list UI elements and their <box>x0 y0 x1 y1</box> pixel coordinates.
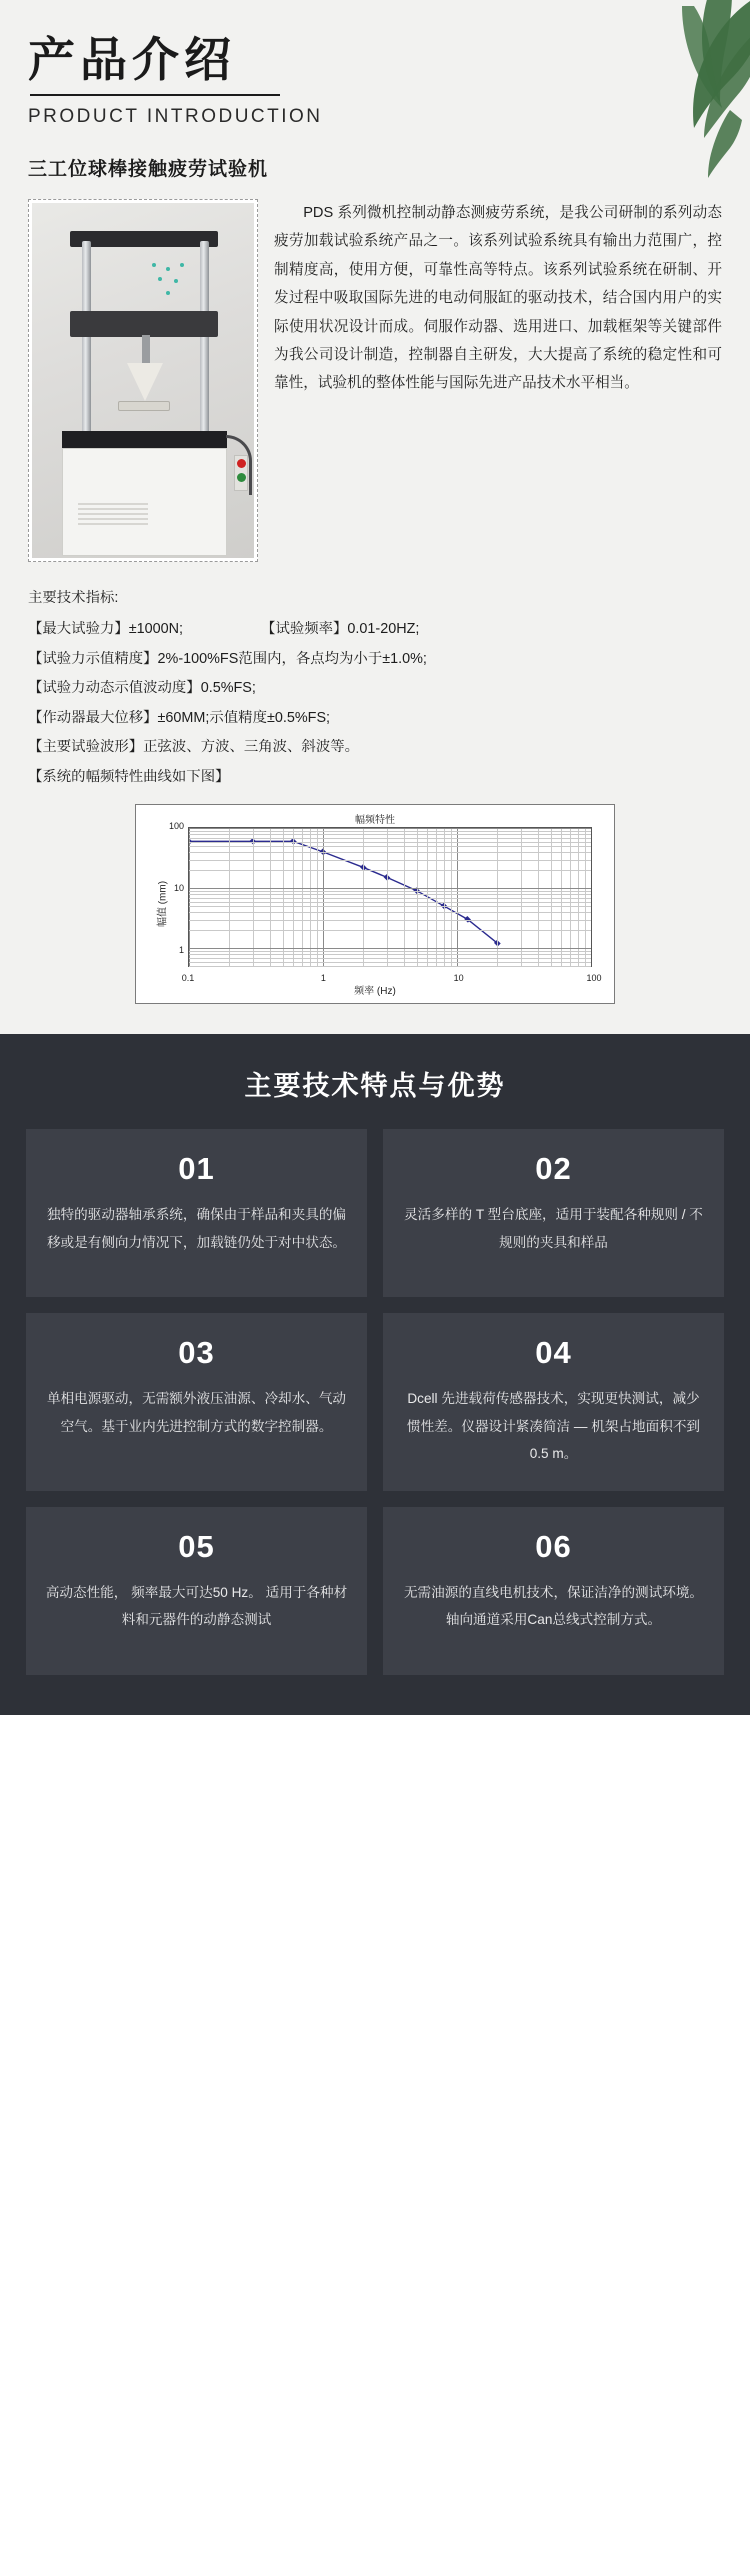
chart-gridline-h <box>189 930 591 931</box>
machine-cable <box>226 435 252 495</box>
chart-gridline-h <box>189 962 591 963</box>
chart-y-axis-label: 幅值 (mm) <box>157 881 169 928</box>
page-title: 产品介绍 <box>28 33 236 86</box>
feature-number: 04 <box>535 1335 572 1371</box>
chart-title: 幅频特性 <box>355 815 395 827</box>
features-section <box>0 1034 750 1715</box>
chart-x-axis-label: 频率 (Hz) <box>354 986 396 998</box>
page-title-english: PRODUCT INTRODUCTION <box>28 105 323 127</box>
spec-left: 【系统的幅频特性曲线如下图】 <box>28 768 230 785</box>
title-divider <box>30 94 280 96</box>
chart-gridline-h <box>189 902 591 903</box>
spec-left: 【作动器最大位移】±60MM;示值精度±0.5%FS; <box>28 709 331 726</box>
chart-gridline-h <box>189 954 591 955</box>
chart-gridline-h <box>189 948 591 949</box>
features-grid <box>26 1129 724 1675</box>
chart-gridline-h <box>189 951 591 952</box>
product-name: 三工位球棒接触疲劳试验机 <box>28 158 269 180</box>
feature-number: 03 <box>178 1335 215 1371</box>
chart-gridline-h <box>189 870 591 871</box>
spec-left: 【试验力动态示值波动度】0.5%FS; <box>28 680 256 697</box>
spec-row <box>28 763 722 793</box>
chart-gridline-h <box>189 898 591 899</box>
chart-gridline-h <box>189 894 591 895</box>
feature-number: 02 <box>535 1151 572 1187</box>
feature-text: 单相电源驱动，无需额外液压油源、冷却水、气动空气。基于业内先进控制方式的数字控制器。 <box>46 1391 347 1434</box>
chart-gridline-h <box>189 852 591 853</box>
feature-text: 无需油源的直线电机技术，保证洁净的测试环境。 轴向通道采用Can总线式控制方式。 <box>403 1584 704 1628</box>
feature-card <box>383 1313 724 1491</box>
chart-plot-area <box>188 827 592 967</box>
chart-gridline-h <box>189 834 591 835</box>
spec-row <box>28 615 722 645</box>
spec-left: 【试验力示值精度】2%-100%FS范围内，各点均为小于±1.0%; <box>28 650 427 667</box>
spec-row <box>28 674 722 704</box>
spec-row <box>28 645 722 675</box>
feature-number: 06 <box>535 1528 572 1564</box>
feature-number: 05 <box>178 1528 215 1564</box>
spec-row <box>28 704 722 734</box>
feature-card <box>383 1507 724 1675</box>
chart-x-tick-label: 10 <box>453 973 464 984</box>
feature-card <box>26 1313 367 1491</box>
machine-crossbar <box>70 311 218 337</box>
feature-card <box>26 1129 367 1297</box>
machine-specimen-fixture <box>127 363 163 401</box>
machine-cabinet <box>62 448 227 556</box>
product-photo <box>32 203 254 558</box>
feature-text: 灵活多样的 T 型台底座，适用于装配各种规则 / 不规则的夹具和样品 <box>404 1207 703 1250</box>
machine-vents <box>78 503 148 525</box>
chart-gridline-h <box>189 831 591 832</box>
features-heading: 主要技术特点与优势 <box>244 1071 506 1102</box>
chart-gridline-h <box>189 912 591 913</box>
chart-gridline-h <box>189 838 591 839</box>
chart-gridline-h <box>189 842 591 843</box>
chart-gridline-h <box>189 920 591 921</box>
chart-gridline-h <box>189 846 591 847</box>
spec-right: 【试验频率】0.01-20HZ; <box>261 621 420 638</box>
chart-gridline-h <box>189 906 591 907</box>
feature-card <box>383 1129 724 1297</box>
intro-section <box>0 0 750 1034</box>
feature-card <box>26 1507 367 1675</box>
chart-x-tick-label: 1 <box>320 973 326 984</box>
machine-top-beam <box>70 231 218 247</box>
spec-list <box>28 584 722 793</box>
chart-x-tick-label: 0.1 <box>181 973 195 984</box>
spec-heading: 主要技术指标: <box>28 589 119 606</box>
chart-gridline-h <box>189 888 591 889</box>
intro-paragraph: PDS 系列微机控制动静态测疲劳系统，是我公司研制的系列动态疲劳加载试验系统产品之一。该系列试验系统具有输出力范围广，控制精度高，使用方便，可靠性高等特点。该系列试验系统在研制、开发过程中吸取国际先进的电动伺服缸的驱动技术，结合国内用户的实际使用状况设计而成。伺服作动器、选用进口、加载框架等关键部件为我公司设计制造，控制器自主研发，大大提高了系统的稳定性和可靠性，试验机的整体性能与国际先进产品技术水平相当。 <box>274 204 722 392</box>
feature-text: Dcell 先进载荷传感器技术，实现更快测试，减少惯性差。仪器设计紧凑简洁 — 机架占地面积不到 0.5 m。 <box>406 1391 701 1461</box>
chart-y-tick-label: 10 <box>173 883 184 894</box>
chart-gridline-h <box>189 828 591 829</box>
feature-text: 独特的驱动器轴承系统，确保由于样品和夹具的偏移或是有侧向力情况下，加载链仍处于对中状态。 <box>46 1207 347 1250</box>
frequency-response-chart <box>135 804 615 1004</box>
machine-t-slot-table <box>118 401 170 411</box>
spec-left: 【最大试验力】±1000N; <box>28 621 184 638</box>
chart-gridline-h <box>189 958 591 959</box>
product-photo-frame <box>28 199 258 562</box>
chart-gridline-h <box>189 966 591 967</box>
chart-gridline-h <box>189 891 591 892</box>
spec-left: 【主要试验波形】正弦波、方波、三角波、斜波等。 <box>28 739 359 756</box>
chart-x-tick-label: 100 <box>586 973 602 984</box>
feature-number: 01 <box>178 1151 215 1187</box>
chart-y-tick-label: 1 <box>178 944 184 955</box>
feature-text: 高动态性能， 频率最大可达50 Hz。 适用于各种材料和元器件的动静态测试 <box>45 1584 348 1628</box>
chart-y-tick-label: 100 <box>168 821 184 832</box>
spec-row <box>28 733 722 763</box>
machine-indicator-lights <box>152 263 194 297</box>
chart-gridline-h <box>189 860 591 861</box>
intro-content <box>28 199 722 562</box>
